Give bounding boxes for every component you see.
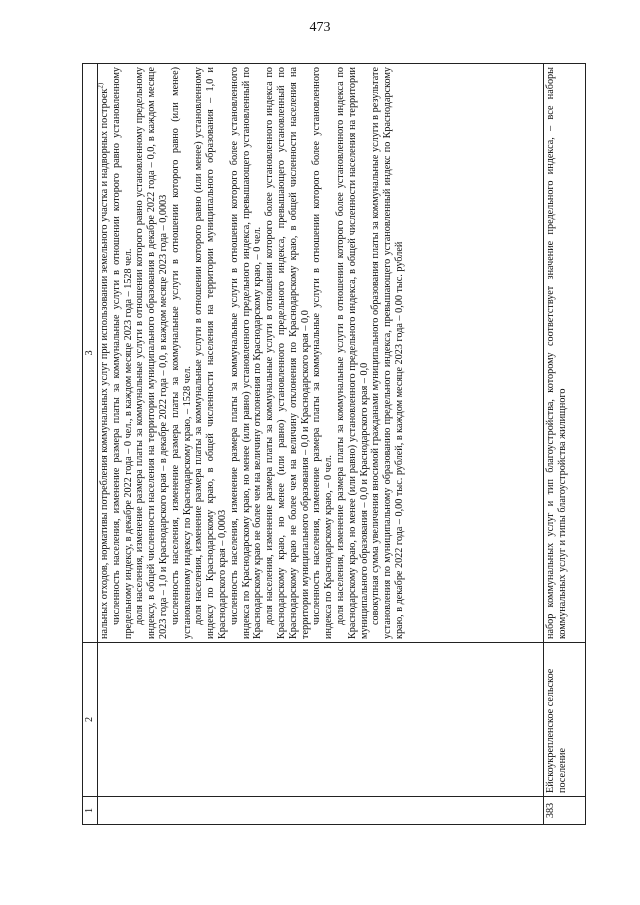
paragraph: численность населения, изменение размера платы за коммунальные услуги в отношении которого равно установленному предельному индексу, в декабре 2022 года – 0 чел., в каждом месяце 2023 года – 1528 чел. bbox=[110, 67, 134, 639]
table-header-row bbox=[83, 64, 98, 825]
table-row bbox=[98, 64, 544, 825]
page-number: 473 bbox=[309, 20, 331, 35]
paragraph: численность населения, изменение размера платы за коммунальные услуги в отношении которого более установленного индекса по Краснодарскому краю, – 0 чел. bbox=[311, 67, 335, 639]
paragraph: доля населения, изменение размера платы за коммунальные услуги в отношении которого более установленного индекса по Краснодарскому краю, но менее (или равно) установленного предельного индекса, в общей численности населения на территории муниципального образования – 0,0 и Краснодарского края – 0,0 bbox=[334, 67, 370, 639]
header-col-2: 2 bbox=[83, 643, 98, 797]
footnote-mark: 2) bbox=[96, 82, 105, 89]
description-cell bbox=[98, 64, 544, 643]
description-cell bbox=[544, 64, 586, 643]
paragraph: доля населения, изменение размера платы за коммунальные услуги в отношении которого равно установленному предельному индексу, в общей численности населения на территории муниципального образования в декабре 2022 года – 0,0, в каждом месяце 2023 года – 1,0 и Краснодарского края – в декабре 2022 года – 0,0, в каждом месяце 2023 года – 0,0003 bbox=[134, 67, 169, 639]
paragraph: нальных отходов, нормативы потребления коммунальных услуг при использовании земельного участка и надворных построек$^{2)}$ bbox=[96, 82, 110, 639]
paragraph: набор коммунальных услуг и тип благоустройства, которому соответствует значение предельного индекса, – все наборы коммунальных услуг и типы благоустройства жилищного bbox=[545, 67, 568, 639]
settlement-name: Ейскоукрепленское сельское поселение bbox=[544, 643, 586, 797]
row-number: 383 bbox=[544, 797, 586, 825]
paragraph: совокупная сумма увеличения вносимой гражданами муниципального образования платы за коммунальные услуги в результате установления по муниципальному образованию предельного индекса, превышающего установленный индекс по Краснодарскому краю, в декабре 2022 года – 0,00 тыс. рублей, в каждом месяце 2023 года – 0,00 тыс. рублей bbox=[370, 67, 405, 639]
paragraph: доля населения, изменение размера платы за коммунальные услуги в отношении которого равно (или менее) установленному индексу по Краснодарскому краю, в общей численности населения на территории муниципального образования – 1,0 и Краснодарского края – 0,0003 bbox=[193, 67, 228, 639]
paragraph: доля населения, изменение размера платы за коммунальные услуги в отношении которого более установленного индекса по Краснодарскому краю, но менее (или равно) установленного предельного индекса, превышающего установленный по Краснодарскому краю не более чем на величину отклонения по Краснодарскому краю, в общей численности населения на территории муниципального образования – 0,0 и Краснодарского края – 0,0 bbox=[264, 67, 311, 639]
indices-table bbox=[82, 63, 586, 825]
header-col-1: 1 bbox=[83, 797, 98, 825]
table-row bbox=[544, 64, 586, 825]
paragraph: численность населения, изменение размера платы за коммунальные услуги в отношении которого равно (или менее) установленному индексу по Краснодарскому краю, – 1528 чел. bbox=[169, 67, 193, 639]
settlement-cell bbox=[98, 643, 544, 797]
row-number-cell bbox=[98, 797, 544, 825]
rotated-table-frame bbox=[82, 63, 586, 825]
header-col-3: 3 bbox=[83, 64, 98, 643]
paragraph: численность населения, изменение размера платы за коммунальные услуги в отношении которого более установленного индекса по Краснодарскому краю, но менее (или равно) установленного предельного индекса, превышающего установленный по Краснодарскому краю не более чем на величину отклонения по Краснодарскому краю, – 0 чел. bbox=[228, 67, 264, 639]
